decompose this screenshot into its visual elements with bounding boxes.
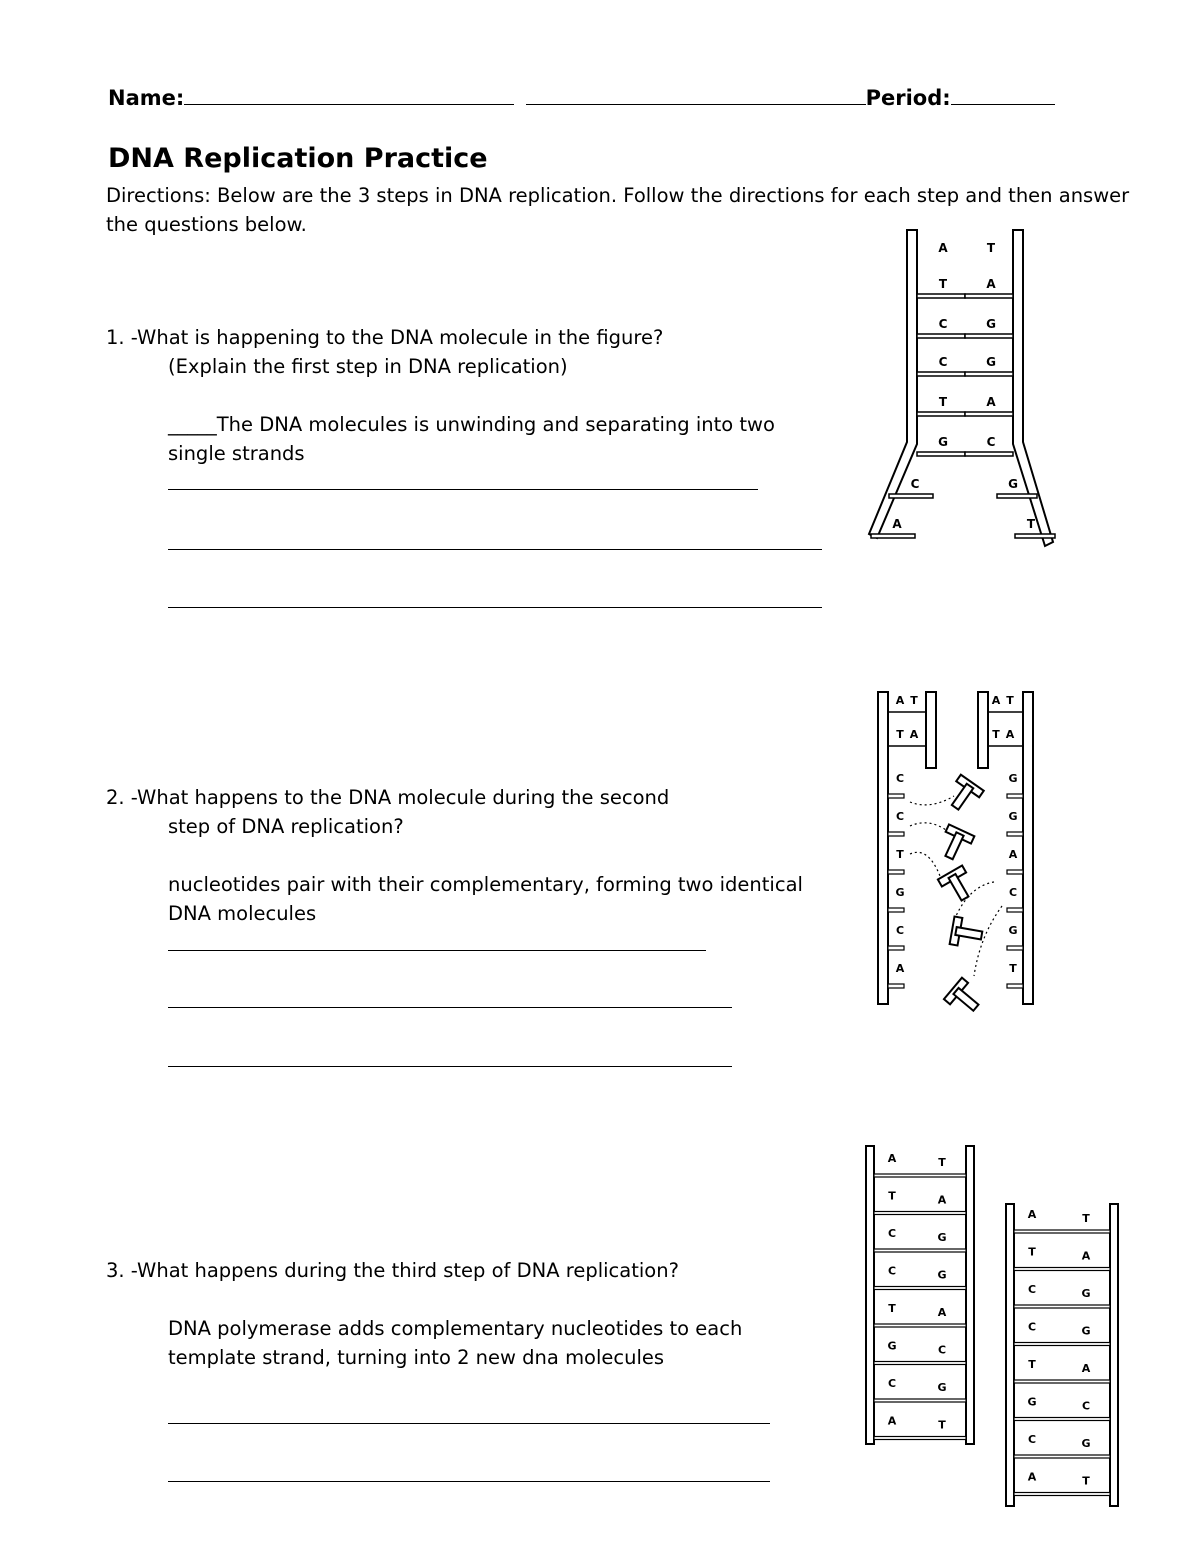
base-letter: A (938, 241, 948, 255)
rung-left (917, 412, 965, 416)
base-stub-right (1007, 946, 1023, 950)
rung-left (889, 494, 933, 498)
base-letter: G (1081, 1324, 1091, 1338)
q1-answer-line-b[interactable] (168, 549, 822, 550)
base-letter: A (986, 395, 996, 409)
rung (1014, 1230, 1110, 1233)
fig2-right-backbone (1023, 692, 1033, 1004)
rung (874, 1437, 966, 1440)
rung-right (965, 412, 1013, 416)
figure-3-two-dna-molecules (860, 1140, 1130, 1515)
base-letter: C (1081, 1399, 1091, 1413)
base-letter: A (1027, 1470, 1037, 1484)
base-letter: C (895, 924, 905, 937)
base-letter: C (887, 1377, 897, 1390)
q2-answer-line-a[interactable] (168, 950, 706, 951)
rung-left (917, 294, 965, 298)
base-stub-left (888, 832, 904, 836)
base-letter: A (1081, 1362, 1091, 1375)
base-letter: T (986, 241, 996, 255)
rung-left (917, 452, 965, 456)
rung (874, 1249, 966, 1252)
base-letter: G (937, 1268, 947, 1282)
base-letter: A (937, 1193, 947, 1207)
base-letter: T (1026, 517, 1036, 531)
base-letter: A (986, 277, 996, 291)
base-letter: G (986, 317, 996, 331)
fig2-left-inner-strand (926, 692, 936, 768)
base-letter: G (1008, 924, 1018, 937)
base-letter: G (1008, 477, 1018, 491)
base-stub-right (1007, 832, 1023, 836)
fig3-mol1-left-strand (866, 1146, 874, 1444)
rung (874, 1212, 966, 1215)
rung (874, 1362, 966, 1365)
base-letter: A (887, 1414, 897, 1428)
rung-right (965, 372, 1013, 376)
base-letter: G (1081, 1437, 1091, 1450)
base-letter: C (895, 772, 905, 785)
q1-answer[interactable] (168, 410, 848, 468)
base-letter: T (938, 1418, 946, 1432)
rung (1014, 1493, 1110, 1496)
base-stub-left (888, 794, 904, 798)
base-letter: T (888, 1189, 896, 1203)
base-letter: G (1008, 810, 1018, 823)
base-stub-right (1007, 794, 1023, 798)
figure-3-rungs (874, 1152, 1110, 1496)
base-letter: C (937, 1343, 947, 1357)
base-letter: G (1027, 1395, 1037, 1409)
q3-answer-line2: template strand, turning into 2 new dna molecules (168, 1346, 665, 1369)
base-letter: T (992, 728, 1000, 741)
base-letter: A (1005, 728, 1015, 741)
rung (1014, 1418, 1110, 1421)
rung-right (1015, 534, 1055, 538)
base-letter: T (1028, 1245, 1036, 1259)
fig3-mol2-right-strand (1110, 1204, 1118, 1506)
base-letter: G (1081, 1287, 1091, 1300)
base-letter: A (909, 728, 919, 741)
base-stub-left (888, 984, 904, 988)
base-letter: C (910, 477, 920, 491)
base-letter: T (896, 728, 904, 741)
rung-left (917, 334, 965, 338)
period-blank[interactable] (951, 84, 1055, 105)
q2-answer-line2: DNA molecules (168, 902, 317, 925)
base-letter: C (1027, 1283, 1037, 1296)
base-letter: A (892, 517, 902, 531)
base-letter: T (1082, 1212, 1090, 1225)
rung (874, 1399, 966, 1402)
q3-answer-line-b[interactable] (168, 1481, 770, 1482)
base-letter: T (896, 848, 904, 861)
rung (874, 1174, 966, 1177)
directions-text: Directions: Below are the 3 steps in DNA replication. Follow the directions for each step and then answer the questions below. (106, 184, 1130, 236)
base-letter: A (895, 962, 905, 975)
rung-left (871, 534, 915, 538)
base-letter: A (1008, 848, 1018, 861)
q1-answer-line-c[interactable] (168, 607, 822, 608)
page-title: DNA Replication Practice (108, 143, 488, 174)
q2-answer-line1: nucleotides pair with their complementary, forming two identical (168, 873, 803, 896)
q1-answer-line1: The DNA molecules is unwinding and separating into two (216, 413, 775, 436)
base-letter: T (1006, 694, 1014, 707)
base-letter: T (938, 1156, 946, 1169)
base-stub-right (1007, 984, 1023, 988)
base-letter: C (1027, 1433, 1037, 1446)
base-letter: A (895, 694, 905, 707)
fig3-mol2-left-strand (1006, 1204, 1014, 1506)
base-stub-left (888, 908, 904, 912)
q2-answer[interactable] (168, 870, 858, 928)
rung-right (997, 494, 1037, 498)
base-stub-left (888, 946, 904, 950)
q2-answer-line-b[interactable] (168, 1007, 732, 1008)
base-letter: C (887, 1227, 897, 1240)
rung (874, 1324, 966, 1327)
rung (1014, 1305, 1110, 1308)
base-letter: C (986, 435, 996, 449)
base-letter: C (887, 1264, 897, 1278)
base-stub-right (1007, 870, 1023, 874)
q3-answer-line-a[interactable] (168, 1423, 770, 1424)
base-letter: G (937, 1231, 947, 1244)
rung-right (965, 334, 1013, 338)
base-letter: T (910, 694, 918, 707)
base-letter: G (887, 1339, 897, 1353)
fig2-right-inner-strand (978, 692, 988, 768)
q1-prompt: 1. -What is happening to the DNA molecule in the figure? (106, 326, 664, 349)
q1-subprompt: (Explain the first step in DNA replication) (168, 355, 568, 378)
q2-answer-line-c[interactable] (168, 1066, 732, 1067)
base-letter: A (887, 1152, 897, 1165)
q3-answer-line1: DNA polymerase adds complementary nucleotides to each (168, 1317, 743, 1340)
base-letter: T (1009, 962, 1017, 975)
q2-subprompt: step of DNA replication? (168, 815, 404, 838)
base-letter: A (937, 1306, 947, 1319)
rung-right (965, 294, 1013, 298)
figure-1-dna-unwinding (855, 222, 1065, 552)
base-letter: C (938, 317, 948, 331)
figure-2-nucleotide-pairing (870, 686, 1050, 1021)
q2-prompt: 2. -What happens to the DNA molecule during the second (106, 786, 670, 809)
rung-right (965, 452, 1013, 456)
base-letter: G (938, 435, 948, 449)
base-letter: T (1028, 1358, 1036, 1371)
name-blank-1[interactable] (184, 84, 514, 105)
base-letter: A (1081, 1249, 1091, 1263)
name-blank-2[interactable] (526, 84, 866, 105)
base-letter: A (1027, 1208, 1037, 1221)
base-stub-right (1007, 908, 1023, 912)
base-letter: T (938, 395, 948, 409)
rung (874, 1287, 966, 1290)
base-letter: G (937, 1381, 947, 1394)
name-period-header (108, 84, 1055, 110)
base-letter: A (991, 694, 1001, 707)
base-letter: T (1082, 1474, 1090, 1488)
base-letter: C (895, 810, 905, 823)
period-label: Period: (865, 86, 951, 110)
rung (1014, 1455, 1110, 1458)
q1-answer-line2: single strands (168, 442, 305, 465)
q1-answer-line-a[interactable] (168, 489, 758, 490)
name-label: Name: (108, 86, 185, 110)
rung (1014, 1380, 1110, 1383)
base-letter: C (938, 355, 948, 369)
q3-prompt: 3. -What happens during the third step of DNA replication? (106, 1259, 679, 1282)
q1-answer-blank: _____ (168, 413, 217, 436)
q3-answer[interactable] (168, 1314, 828, 1372)
base-letter: T (938, 277, 948, 291)
base-letter: C (1027, 1320, 1037, 1334)
base-letter: G (1008, 772, 1018, 785)
base-letter: C (1008, 886, 1018, 899)
fig3-mol1-right-strand (966, 1146, 974, 1444)
base-letter: G (986, 355, 996, 369)
rung (1014, 1343, 1110, 1346)
figure-1-rungs (871, 241, 1055, 538)
base-letter: G (895, 886, 905, 899)
rung (1014, 1268, 1110, 1271)
rung-left (917, 372, 965, 376)
fig2-left-backbone (878, 692, 888, 1004)
base-letter: T (888, 1302, 896, 1315)
base-stub-left (888, 870, 904, 874)
